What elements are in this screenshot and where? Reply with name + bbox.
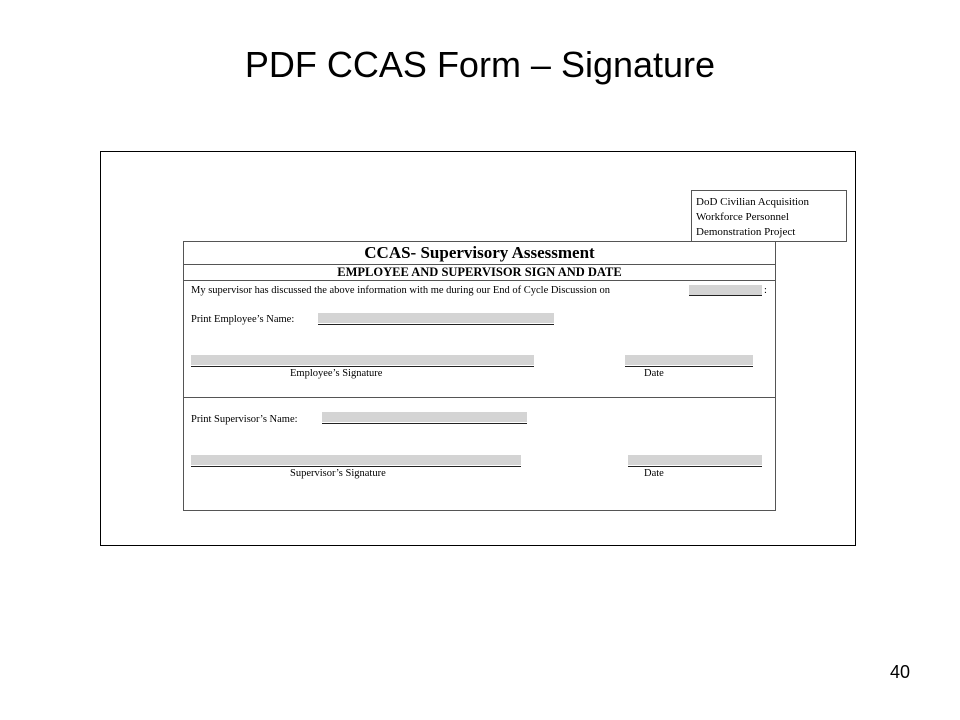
employee-name-line <box>318 324 554 325</box>
organization-box <box>691 190 847 242</box>
page-number: 40 <box>889 662 910 682</box>
org-line: Workforce Personnel <box>696 211 789 223</box>
employee-signature-field[interactable] <box>191 355 534 365</box>
slide-title: PDF CCAS Form – Signature <box>244 44 716 85</box>
supervisor-date-line <box>628 466 762 467</box>
divider <box>184 280 775 281</box>
supervisor-name-field[interactable] <box>322 412 527 422</box>
discussion-statement: My supervisor has discussed the above information with me during our End of Cycle Discussion on <box>191 285 611 296</box>
org-line: DoD Civilian Acquisition <box>696 196 810 208</box>
supervisor-date-label: Date <box>644 468 664 479</box>
employee-date-line <box>625 366 753 367</box>
discussion-colon: : <box>764 285 767 296</box>
supervisor-date-field[interactable] <box>628 455 762 465</box>
discussion-date-line <box>689 295 762 296</box>
print-employee-label: Print Employee’s Name: <box>191 314 295 325</box>
ccas-form <box>183 241 776 511</box>
employee-date-field[interactable] <box>625 355 753 365</box>
org-line: Demonstration Project <box>696 226 796 238</box>
employee-signature-label: Employee’s Signature <box>290 368 383 379</box>
employee-signature-line <box>191 366 534 367</box>
discussion-date-field[interactable] <box>689 285 762 295</box>
form-title: CCAS- Supervisory Assessment <box>364 243 595 262</box>
print-supervisor-label: Print Supervisor’s Name: <box>191 414 298 425</box>
supervisor-signature-label: Supervisor’s Signature <box>290 468 386 479</box>
employee-date-label: Date <box>644 368 664 379</box>
supervisor-signature-line <box>191 466 521 467</box>
supervisor-name-line <box>322 423 527 424</box>
employee-name-field[interactable] <box>318 313 554 323</box>
divider <box>184 397 775 398</box>
supervisor-signature-field[interactable] <box>191 455 521 465</box>
form-subtitle: EMPLOYEE AND SUPERVISOR SIGN AND DATE <box>337 265 622 279</box>
